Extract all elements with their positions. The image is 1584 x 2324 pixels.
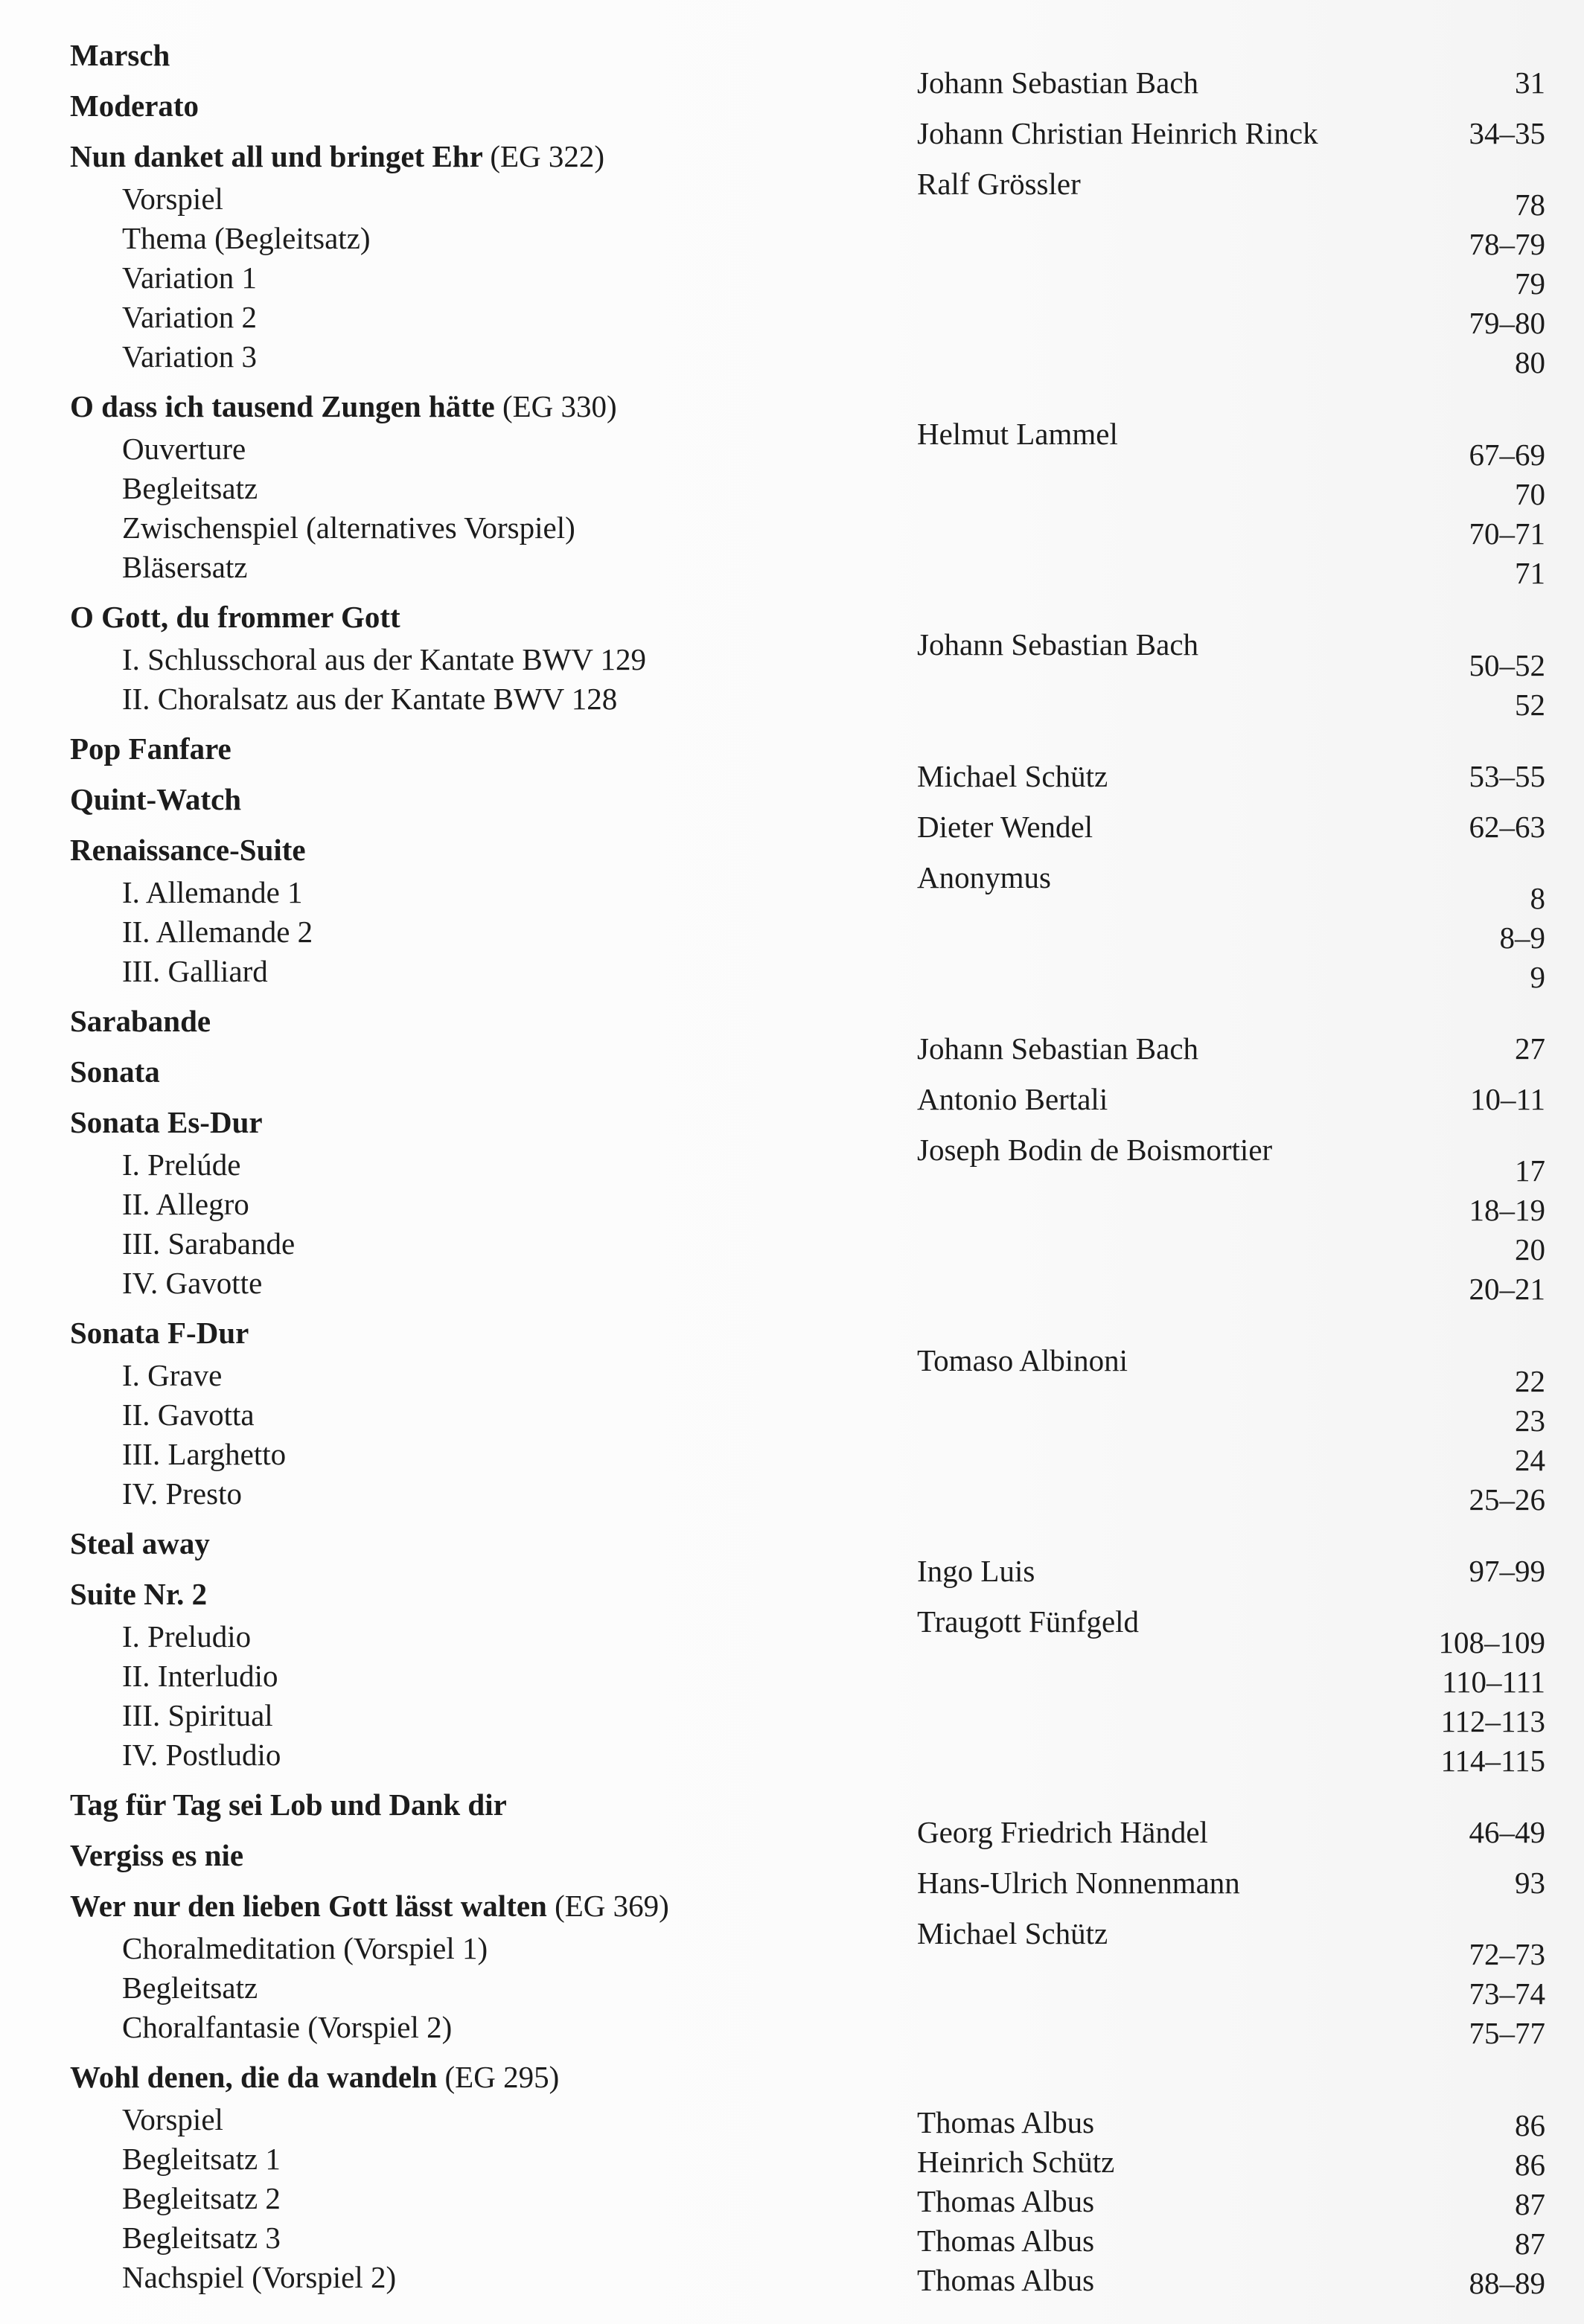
toc-sub-pages: 72–73 — [1469, 1937, 1545, 1971]
toc-entry-composer: Traugott Fünfgeld — [917, 1604, 1140, 1639]
toc-entry-title-text: Nun danket all und bringet Ehr — [70, 139, 483, 173]
toc-entry-pages: 53–55 — [1469, 759, 1545, 793]
toc-sub-pages: 87 — [1515, 2187, 1545, 2221]
toc-sub-entry: Thema (Begleitsatz) — [122, 221, 371, 255]
toc-sub-entry: IV. Postludio — [122, 1738, 281, 1772]
toc-sub-pages: 86 — [1515, 2148, 1545, 2182]
toc-sub-entry: I. Prelúde — [122, 1147, 241, 1182]
toc-entry-composer: Ingo Luis — [917, 1554, 1035, 1588]
toc-sub-pages: 70–71 — [1469, 516, 1545, 551]
toc-sub-pages: 23 — [1515, 1403, 1545, 1438]
toc-sub-pages: 87 — [1515, 2227, 1545, 2261]
toc-sub-pages: 79–80 — [1469, 306, 1545, 340]
toc-sub-entry: I. Grave — [122, 1358, 223, 1392]
toc-sub-composer: Thomas Albus — [917, 2184, 1095, 2218]
toc-sub-entry: Begleitsatz — [122, 471, 258, 505]
toc-sub-pages: 110–111 — [1442, 1665, 1545, 1699]
toc-sub-entry: IV. Gavotte — [122, 1266, 263, 1300]
toc-sub-entry: Choralfantasie (Vorspiel 2) — [122, 2010, 453, 2044]
toc-entry-title: Marsch — [70, 38, 170, 72]
toc-entry-composer: Hans-Ulrich Nonnenmann — [917, 1866, 1240, 1900]
toc-sub-entry: I. Schlusschoral aus der Kantate BWV 129 — [122, 642, 647, 676]
toc-sub-entry: Begleitsatz — [122, 1971, 258, 2005]
toc-sub-entry: II. Choralsatz aus der Kantate BWV 128 — [122, 682, 618, 716]
toc-entry-composer: Georg Friedrich Händel — [917, 1815, 1208, 1849]
toc-sub-entry: II. Allemande 2 — [122, 915, 313, 949]
toc-entry-reference: (EG 369) — [555, 1889, 669, 1923]
toc-sub-entry: II. Interludio — [122, 1659, 278, 1693]
toc-entry-title-text: Wer nur den lieben Gott lässt walten — [70, 1889, 547, 1923]
toc-entry-title — [70, 141, 604, 172]
toc-sub-composer: Thomas Albus — [917, 2263, 1095, 2297]
toc-entry-title: Pop Fanfare — [70, 732, 231, 766]
toc-entry-pages: 10–11 — [1470, 1082, 1545, 1116]
toc-sub-pages: 80 — [1515, 345, 1545, 380]
toc-sub-entry: Vorspiel — [122, 182, 223, 216]
toc-entry-pages: 62–63 — [1469, 810, 1545, 844]
toc-entry-title-text: Wohl denen, die da wandeln — [70, 2060, 438, 2094]
toc-sub-entry: Variation 1 — [122, 260, 258, 295]
toc-sub-entry: III. Larghetto — [122, 1437, 287, 1471]
toc-sub-pages: 114–115 — [1440, 1744, 1545, 1778]
toc-sub-pages: 8–9 — [1499, 921, 1545, 955]
toc-sub-pages: 17 — [1515, 1153, 1545, 1188]
toc-sub-entry: Zwischenspiel (alternatives Vorspiel) — [122, 510, 575, 545]
toc-sub-pages: 88–89 — [1469, 2266, 1545, 2300]
toc-sub-composer: Thomas Albus — [917, 2105, 1095, 2139]
toc-entry-composer: Antonio Bertali — [917, 1082, 1108, 1116]
toc-sub-pages: 67–69 — [1469, 438, 1545, 472]
toc-sub-entry: Begleitsatz 2 — [122, 2181, 281, 2215]
toc-sub-pages: 25–26 — [1469, 1482, 1545, 1517]
toc-sub-pages: 52 — [1515, 688, 1545, 722]
toc-entry-composer: Helmut Lammel — [917, 417, 1118, 451]
toc-entry-title: Quint-Watch — [70, 782, 242, 816]
toc-entry-pages: 93 — [1515, 1866, 1545, 1900]
toc-entry-pages: 97–99 — [1469, 1554, 1545, 1588]
toc-sub-pages: 70 — [1515, 477, 1545, 511]
toc-entry-pages: 46–49 — [1469, 1815, 1545, 1849]
toc-entry-pages: 31 — [1515, 65, 1545, 100]
toc-entry-reference: (EG 330) — [502, 389, 617, 423]
toc-entry-title — [70, 2062, 559, 2093]
toc-sub-entry: Nachspiel (Vorspiel 2) — [122, 2260, 397, 2294]
toc-sub-entry: IV. Presto — [122, 1476, 242, 1511]
toc-entry-title: Sonata — [70, 1054, 160, 1089]
toc-entry-title: Vergiss es nie — [70, 1838, 244, 1872]
toc-sub-pages: 8 — [1530, 881, 1545, 915]
toc-sub-pages: 108–109 — [1438, 1625, 1545, 1659]
toc-entry-composer: Michael Schütz — [917, 759, 1108, 793]
toc-sub-entry: Begleitsatz 3 — [122, 2221, 281, 2255]
toc-sub-pages: 18–19 — [1469, 1193, 1545, 1227]
toc-entry-composer: Dieter Wendel — [917, 810, 1093, 844]
toc-sub-pages: 22 — [1515, 1364, 1545, 1398]
toc-sub-entry: Ouverture — [122, 432, 246, 466]
toc-entry-title: Suite Nr. 2 — [70, 1577, 208, 1611]
toc-sub-entry: Vorspiel — [122, 2102, 223, 2136]
toc-sub-composer: Thomas Albus — [917, 2224, 1095, 2258]
toc-sub-pages: 73–74 — [1469, 1976, 1545, 2011]
toc-sub-pages: 78–79 — [1469, 227, 1545, 261]
toc-entry-composer: Anonymus — [917, 860, 1051, 894]
toc-sub-pages: 112–113 — [1440, 1704, 1545, 1738]
toc-entry-title — [70, 391, 617, 422]
toc-entry-composer: Michael Schütz — [917, 1916, 1108, 1950]
toc-sub-composer: Heinrich Schütz — [917, 2145, 1115, 2179]
toc-sub-pages: 9 — [1530, 960, 1545, 994]
toc-sub-entry: III. Galliard — [122, 954, 268, 988]
toc-entry-title: Tag für Tag sei Lob und Dank dir — [70, 1787, 507, 1822]
toc-sub-entry: II. Allegro — [122, 1187, 249, 1221]
toc-entry-composer: Joseph Bodin de Boismortier — [917, 1133, 1273, 1167]
toc-entry-composer: Tomaso Albinoni — [917, 1343, 1128, 1377]
toc-entry-title: Sonata F-Dur — [70, 1316, 249, 1350]
toc-sub-entry: III. Spiritual — [122, 1698, 273, 1732]
toc-sub-entry: I. Allemande 1 — [122, 875, 303, 909]
toc-sub-pages: 75–77 — [1469, 2016, 1545, 2050]
toc-entry-title: Sonata Es-Dur — [70, 1105, 263, 1139]
toc-sub-pages: 24 — [1515, 1443, 1545, 1477]
toc-entry-reference: (EG 295) — [444, 2060, 560, 2094]
toc-entry-title: Renaissance-Suite — [70, 833, 306, 867]
toc-sub-entry: II. Gavotta — [122, 1398, 255, 1432]
toc-entry-composer: Johann Sebastian Bach — [917, 65, 1199, 100]
toc-entry-title-text: O dass ich tausend Zungen hätte — [70, 389, 495, 423]
toc-sub-pages: 20 — [1515, 1232, 1545, 1267]
toc-sub-pages: 78 — [1515, 188, 1545, 222]
toc-sub-entry: III. Sarabande — [122, 1226, 296, 1261]
toc-entry-title: Moderato — [70, 89, 199, 123]
toc-entry-pages: 34–35 — [1469, 116, 1545, 150]
toc-sub-pages: 20–21 — [1469, 1272, 1545, 1306]
toc-sub-entry: Begleitsatz 1 — [122, 2142, 281, 2176]
toc-sub-entry: Variation 3 — [122, 339, 258, 374]
toc-entry-title: Sarabande — [70, 1004, 211, 1038]
toc-entry-reference: (EG 322) — [490, 139, 605, 173]
toc-entry-composer: Johann Sebastian Bach — [917, 1031, 1199, 1066]
toc-sub-pages: 71 — [1515, 556, 1545, 590]
toc-entry-composer: Ralf Grössler — [917, 167, 1081, 201]
toc-entry-title: O Gott, du frommer Gott — [70, 600, 400, 634]
toc-sub-entry: Choralmeditation (Vorspiel 1) — [122, 1931, 488, 1965]
toc-entry-composer: Johann Christian Heinrich Rinck — [917, 116, 1318, 150]
toc-entry-title — [70, 1891, 669, 1921]
toc-sub-entry: Variation 2 — [122, 300, 258, 334]
toc-sub-entry: I. Preludio — [122, 1619, 252, 1654]
toc-entry-title: Steal away — [70, 1526, 210, 1560]
toc-entry-pages: 27 — [1515, 1031, 1545, 1066]
toc-sub-pages: 86 — [1515, 2108, 1545, 2142]
toc-sub-pages: 50–52 — [1469, 648, 1545, 682]
toc-sub-pages: 79 — [1515, 266, 1545, 301]
toc-sub-entry: Bläsersatz — [122, 550, 248, 584]
toc-entry-composer: Johann Sebastian Bach — [917, 627, 1199, 662]
